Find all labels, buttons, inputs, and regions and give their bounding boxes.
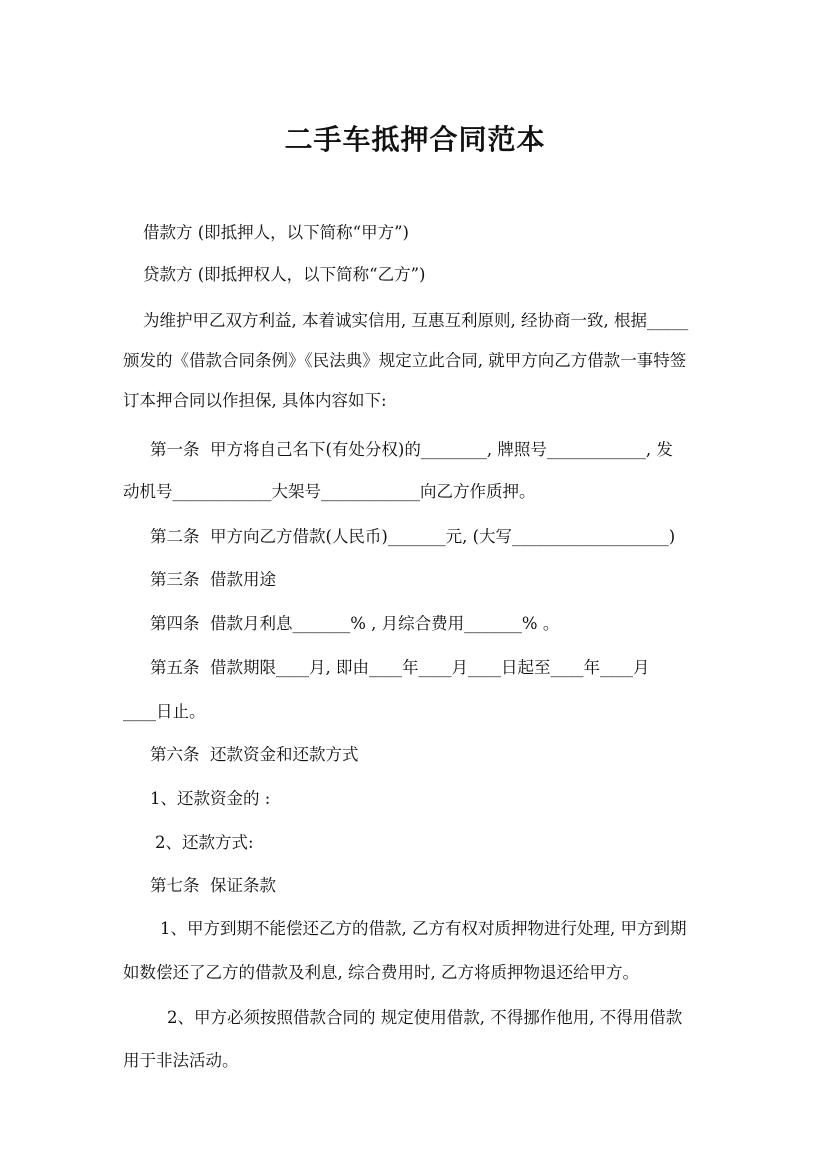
paragraph-line: 1、甲方到期不能偿还乙方的借款, 乙方有权对质押物进行处理, 甲方到期: [160, 919, 687, 938]
paragraph-line: 第七条 保证条款: [150, 876, 276, 895]
paragraph-line: 订本押合同以作担保, 具体内容如下:: [123, 391, 387, 410]
paragraph-line: 颁发的《借款合同条例》《民法典》规定立此合同, 就甲方向乙方借款一事特签: [123, 351, 687, 370]
document-title: 二手车抵押合同范本: [284, 123, 546, 156]
paragraph-line: 第二条 甲方向乙方借款(人民币)_______元, (大写___________________): [150, 527, 676, 546]
paragraph-line: 第三条 借款用途: [150, 570, 276, 589]
paragraph-line: 动机号____________大架号____________向乙方作质押。: [123, 482, 536, 501]
paragraph-line: 借款方 (即抵押人，以下简称“甲方”): [143, 223, 409, 242]
paragraph-line: 贷款方 (即抵押权人，以下简称“乙方”): [143, 265, 426, 284]
paragraph-line: 2、还款方式:: [155, 833, 254, 852]
paragraph-line: 2、甲方必须按照借款合同的 规定使用借款, 不得挪作他用, 不得用借款: [167, 1008, 683, 1027]
paragraph-line: 为维护甲乙双方利益, 本着诚实信用, 互惠互利原则, 经协商一致, 根据_____: [143, 311, 689, 330]
paragraph-line: 第四条 借款月利息_______% , 月综合费用_______% 。: [150, 614, 560, 633]
paragraph-line: 用于非法活动。: [123, 1051, 239, 1070]
paragraph-line: ____日止。: [123, 702, 206, 721]
paragraph-line: 第五条 借款期限____月, 即由____年____月____日起至____年____月: [150, 658, 650, 677]
paragraph-line: 如数偿还了乙方的借款及利息, 综合费用时, 乙方将质押物退还给甲方。: [123, 963, 639, 982]
paragraph-line: 第一条 甲方将自己名下(有处分权)的________, 牌照号____________, 发: [150, 440, 673, 459]
paragraph-line: 第六条 还款资金和还款方式: [150, 745, 359, 764]
paragraph-line: 1、还款资金的 :: [150, 789, 271, 808]
